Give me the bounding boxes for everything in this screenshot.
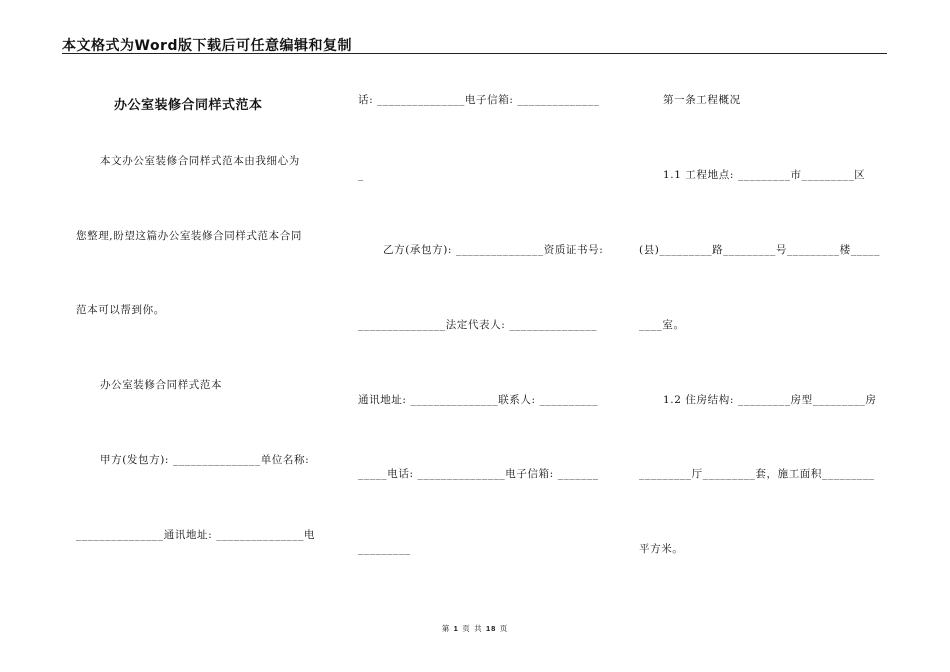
col3-line-1: 第一条工程概况 — [663, 94, 741, 106]
col2-line-4: _______________法定代表人: _______________ — [358, 319, 598, 331]
col1-line-3: 范本可以帮到你。 — [76, 304, 165, 316]
col1-line-2: 您整理,盼望这篇办公室装修合同样式范本合同 — [76, 230, 302, 242]
col1-line-4: 办公室装修合同样式范本 — [100, 379, 223, 391]
col1-line-6: _______________通讯地址: _______________电 — [76, 529, 316, 541]
col3-line-4: ____室。 — [639, 319, 685, 331]
col2-line-6: _____电话: _______________电子信箱: _______ — [358, 468, 599, 480]
document-title: 办公室装修合同样式范本 — [114, 98, 263, 113]
col1-line-5: 甲方(发包方): _______________单位名称: — [100, 454, 310, 466]
col2-line-2: _ — [358, 169, 364, 181]
col2-line-3: 乙方(承包方): _______________资质证书号: — [383, 244, 604, 256]
col3-line-2: 1.1 工程地点: _________市_________区 — [663, 169, 866, 181]
footer-total-pages: 18 — [486, 624, 497, 633]
col3-line-7: 平方米。 — [639, 543, 684, 555]
col3-line-6: _________厅_________套，施工面积_________ — [639, 468, 875, 480]
col2-line-5: 通讯地址: _______________联系人: __________ — [358, 394, 599, 406]
footer-page-number: 1 — [453, 624, 459, 633]
footer-mid: 页 共 — [462, 624, 483, 633]
col2-line-1: 话: _______________电子信箱: ______________ — [358, 94, 600, 106]
footer-suffix: 页 — [499, 624, 509, 633]
header-divider — [62, 53, 887, 54]
col1-line-1: 本文办公室装修合同样式范本由我细心为 — [100, 155, 300, 167]
page-footer — [0, 623, 950, 634]
header-title: 本文格式为Word版下载后可任意编辑和复制 — [62, 38, 352, 54]
col2-line-7: _________ — [358, 543, 411, 555]
col3-line-3: (县)_________路_________号_________楼_____ — [639, 244, 880, 256]
col3-line-5: 1.2 住房结构: _________房型_________房 — [663, 394, 877, 406]
footer-prefix: 第 — [441, 624, 451, 633]
